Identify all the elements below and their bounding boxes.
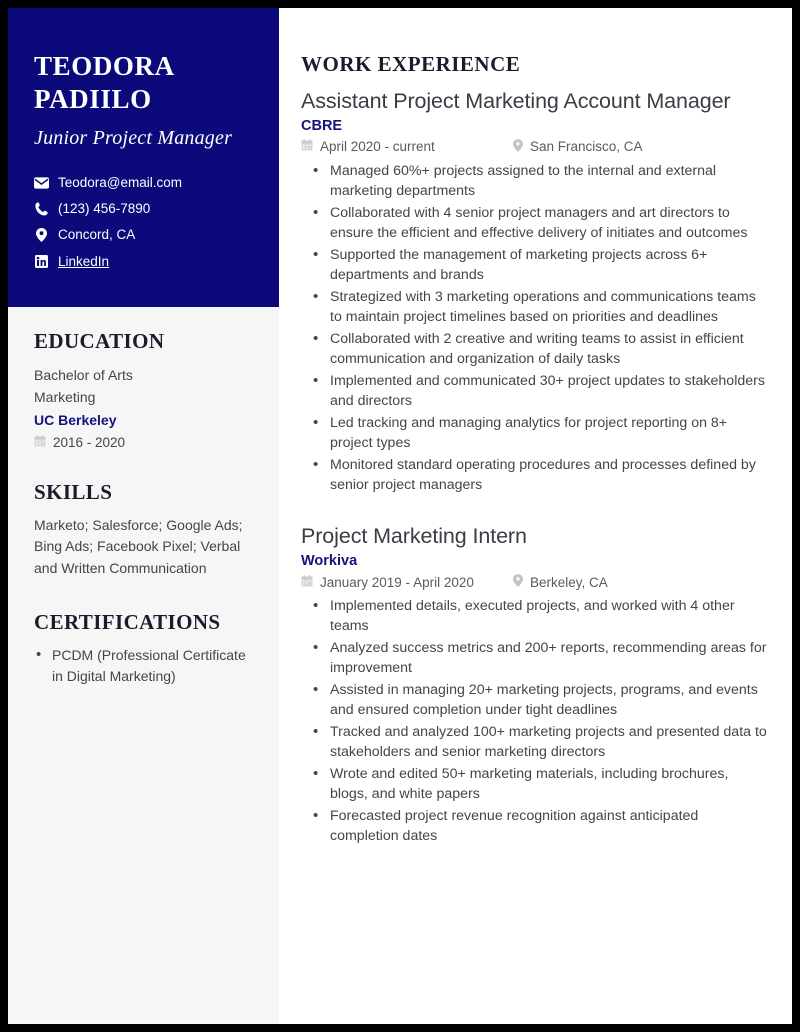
list-item: • Forecasted project revenue recognition against anticipated completion dates (303, 806, 770, 846)
education-degree: Bachelor of Arts (34, 366, 133, 383)
contact-label-linkedin[interactable]: LinkedIn (58, 253, 110, 269)
list-item: • Managed 60%+ projects assigned to the internal and external marketing departments (303, 161, 770, 201)
candidate-name (34, 50, 253, 116)
job-entry-0 (301, 88, 770, 495)
job-company[interactable]: CBRE (301, 117, 343, 134)
phone-icon (34, 202, 49, 216)
contact-list (34, 174, 253, 271)
certifications-section (34, 610, 253, 687)
certifications-heading: CERTIFICATIONS (34, 609, 221, 634)
skills-text: Marketo; Salesforce; Google Ads; Bing Ads; Facebook Pixel; Verbal and Written Communication (34, 516, 243, 577)
job-entry-1 (301, 523, 770, 846)
sidebar-body (8, 307, 279, 687)
job-meta (301, 574, 770, 590)
list-item: • Analyzed success metrics and 200+ reports, recommending areas for improvement (303, 638, 770, 678)
list-item: • Monitored standard operating procedures and processes defined by senior project managers (303, 455, 770, 495)
contact-item-phone[interactable] (34, 200, 253, 218)
sidebar (8, 8, 279, 1024)
list-item: • Implemented details, executed projects, and worked with 4 other teams (303, 596, 770, 636)
list-item: • Supported the management of marketing projects across 6+ departments and brands (303, 245, 770, 285)
list-item: • Led tracking and managing analytics for project reporting on 8+ project types (303, 413, 770, 453)
job-dates (301, 139, 513, 154)
candidate-job-title: Junior Project Manager (34, 126, 233, 149)
education-section (34, 329, 253, 450)
candidate-name-line1: TEODORA (34, 51, 175, 81)
job-separator (301, 499, 770, 523)
candidate-name-line2: PADIILO (34, 83, 152, 114)
calendar-icon (301, 575, 313, 590)
contact-item-email[interactable] (34, 174, 253, 192)
education-school: UC Berkeley (34, 412, 117, 429)
contact-item-linkedin[interactable] (34, 253, 253, 271)
contact-label-phone: (123) 456-7890 (58, 201, 151, 217)
job-location (513, 139, 643, 155)
sidebar-header-block (8, 8, 279, 307)
list-item: • PCDM (Professional Certificate in Digital Marketing) (34, 645, 253, 687)
calendar-icon (301, 139, 313, 154)
skills-section (34, 480, 253, 580)
job-title: Project Marketing Intern (301, 524, 527, 549)
job-company[interactable]: Workiva (301, 553, 358, 569)
education-dates-label: 2016 - 2020 (53, 434, 126, 450)
list-item: • Implemented and communicated 30+ project updates to stakeholders and directors (303, 371, 770, 411)
list-item: • Assisted in managing 20+ marketing projects, programs, and events and ensured completion under tight deadlines (303, 680, 770, 720)
map-pin-icon (34, 228, 49, 242)
job-dates-label: January 2019 - April 2020 (320, 574, 474, 590)
resume-page (8, 8, 792, 1024)
job-dates (301, 575, 513, 590)
contact-label-email: Teodora@email.com (58, 174, 183, 190)
list-item: • Tracked and analyzed 100+ marketing projects and presented data to stakeholders and senior marketing directors (303, 722, 770, 762)
skills-heading: SKILLS (34, 479, 113, 504)
list-item: • Wrote and edited 50+ marketing materials, including brochures, blogs, and white papers (303, 764, 770, 804)
job-bullets (301, 161, 770, 495)
job-location-label: Berkeley, CA (530, 574, 608, 590)
linkedin-icon (34, 255, 49, 268)
list-item: • Strategized with 3 marketing operations and communications teams to maintain project timelines based on priorities and deadlines (303, 287, 770, 327)
map-pin-icon (513, 574, 523, 590)
calendar-icon (34, 435, 46, 450)
job-title: Assistant Project Marketing Account Manager (301, 89, 731, 113)
education-dates (34, 435, 253, 450)
list-item: • Collaborated with 4 senior project managers and art directors to ensure the efficient and effective delivery of initiates and outcomes (303, 203, 770, 243)
main-content (279, 8, 792, 1024)
education-major: Marketing (34, 389, 96, 406)
map-pin-icon (513, 139, 523, 155)
education-heading: EDUCATION (34, 328, 165, 353)
contact-label-location: Concord, CA (58, 227, 136, 243)
job-location (513, 574, 608, 590)
list-item: • Collaborated with 2 creative and writing teams to assist in efficient communication and organization of daily tasks (303, 329, 770, 369)
work-experience-heading: WORK EXPERIENCE (301, 52, 521, 76)
job-location-label: San Francisco, CA (530, 139, 643, 155)
job-bullets (301, 596, 770, 846)
certifications-list (34, 645, 253, 687)
job-dates-label: April 2020 - current (320, 139, 435, 155)
envelope-icon (34, 177, 49, 189)
job-meta (301, 139, 770, 155)
contact-item-location (34, 226, 253, 244)
